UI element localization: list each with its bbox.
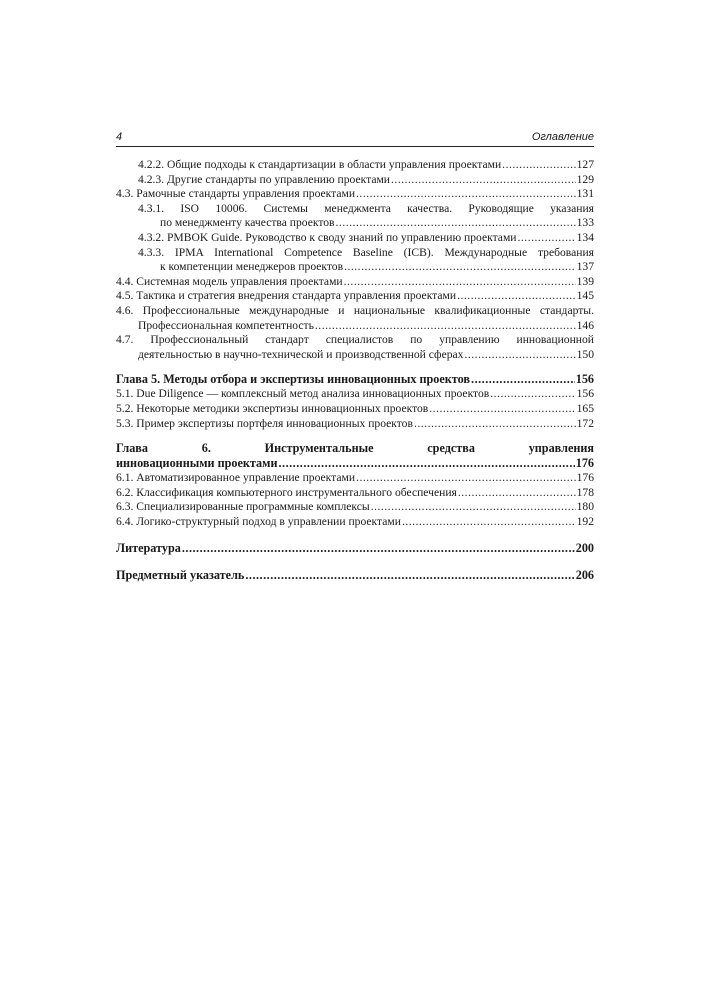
toc-entry-title: Предметный указатель xyxy=(116,568,245,583)
toc-chapter-entry[interactable] xyxy=(116,541,594,556)
toc-entry-title: 4.3.1. ISO 10006. Системы менеджмента качества. Руководящие указания xyxy=(138,201,594,215)
toc-page-number: 178 xyxy=(576,485,594,499)
toc-entry[interactable] xyxy=(116,500,594,515)
toc-entry-title: 4.3. Рамочные стандарты управления проектами xyxy=(116,187,356,201)
toc-entry-title: 5.3. Пример экспертизы портфеля инновационных проектов xyxy=(116,416,413,430)
toc-entry-title: Профессиональная компетентность xyxy=(138,318,314,332)
toc-entry-title: деятельностью в научно-технической и производственной сферах xyxy=(138,347,464,361)
toc-page-number: 133 xyxy=(576,216,594,230)
dot-leader xyxy=(391,173,576,188)
toc-chapter-entry[interactable] xyxy=(116,568,594,583)
dot-leader xyxy=(356,187,576,202)
dot-leader xyxy=(344,275,576,290)
toc-spacer xyxy=(116,529,594,541)
toc-entry-title: Литература xyxy=(116,541,181,556)
toc-spacer xyxy=(116,362,594,372)
toc-entry[interactable] xyxy=(116,304,594,333)
dot-leader xyxy=(457,289,576,304)
dot-leader xyxy=(356,471,576,486)
toc-page-number: 131 xyxy=(576,187,594,201)
toc-chapter-entry[interactable] xyxy=(116,441,594,471)
toc-page-number: 165 xyxy=(576,401,594,415)
toc-entry[interactable] xyxy=(116,471,594,486)
toc-entry[interactable] xyxy=(116,417,594,432)
toc-chapter-entry[interactable] xyxy=(116,372,594,387)
section-title: Оглавление xyxy=(531,131,594,143)
toc-entry-title: инновационными проектами xyxy=(116,456,278,471)
page-number: 4 xyxy=(116,131,123,143)
toc-entry-title: 5.1. Due Diligence — комплексный метод анализа инновационных проектов xyxy=(116,387,490,401)
toc-page-number: 176 xyxy=(575,456,594,471)
toc-entry[interactable] xyxy=(116,158,594,173)
toc-entry[interactable] xyxy=(116,333,594,362)
toc-entry-title: 6.4. Логико-структурный подход в управлении проектами xyxy=(116,514,401,528)
dot-leader xyxy=(464,348,575,363)
toc-entry-title: Глава 6. Инструментальные средства управления xyxy=(116,441,594,456)
toc-entry[interactable] xyxy=(116,173,594,188)
dot-leader xyxy=(344,260,576,275)
toc-entry[interactable] xyxy=(116,231,594,246)
toc-entry-title: 4.2.2. Общие подходы к стандартизации в области управления проектами xyxy=(138,158,502,171)
toc-entry[interactable] xyxy=(116,289,594,304)
toc-entry[interactable] xyxy=(116,486,594,501)
dot-leader xyxy=(518,231,576,246)
dot-leader xyxy=(315,319,576,334)
toc-entry[interactable] xyxy=(116,275,594,290)
toc-page-number: 145 xyxy=(576,289,594,303)
toc-entry[interactable] xyxy=(116,387,594,402)
toc-page-number: 156 xyxy=(576,387,594,401)
toc-entry[interactable] xyxy=(116,187,594,202)
toc-entry-title: 6.1. Автоматизированное управление проектами xyxy=(116,471,356,485)
toc-entry-title: 4.4. Системная модель управления проектами xyxy=(116,274,343,288)
running-header xyxy=(116,130,594,144)
toc-entry-title: 4.6. Профессиональные международные и национальные квалификационные стандарты. xyxy=(116,303,594,317)
toc-page-number: 192 xyxy=(576,514,594,528)
toc-page-number: 129 xyxy=(576,172,594,186)
header-rule xyxy=(116,146,594,147)
toc-entry-title: 4.5. Тактика и стратегия внедрения стандарта управления проектами xyxy=(116,289,457,303)
toc-entry-title: 4.2.3. Другие стандарты по управлению проектами xyxy=(138,172,391,186)
dot-leader xyxy=(429,402,575,417)
toc-page-number: 146 xyxy=(576,318,594,332)
dot-leader xyxy=(402,515,576,530)
dot-leader xyxy=(245,568,574,583)
dot-leader xyxy=(336,216,576,231)
dot-leader xyxy=(371,500,576,515)
toc-spacer xyxy=(116,556,594,568)
toc-entry-title: 6.3. Специализированные программные комплексы xyxy=(116,500,370,514)
dot-leader xyxy=(502,158,575,173)
toc-page-number: 134 xyxy=(576,230,594,244)
toc-page-number: 172 xyxy=(576,416,594,430)
toc-page-number: 180 xyxy=(576,500,594,514)
toc-entry[interactable] xyxy=(116,202,594,231)
toc-entry-title: 5.2. Некоторые методики экспертизы инновационных проектов xyxy=(116,401,429,415)
toc-entry-title: по менеджменту качества проектов xyxy=(160,216,335,230)
dot-leader xyxy=(471,372,575,387)
toc-page-number: 206 xyxy=(575,568,594,583)
toc-spacer xyxy=(116,431,594,441)
toc-entry[interactable] xyxy=(116,515,594,530)
dot-leader xyxy=(490,387,575,402)
dot-leader xyxy=(278,456,574,471)
toc-page-number: 139 xyxy=(576,274,594,288)
dot-leader xyxy=(182,541,575,556)
toc-entry-title: 4.7. Профессиональный стандарт специалистов по управлению инновационной xyxy=(116,333,594,347)
toc-entry-title: к компетенции менеджеров проектов xyxy=(160,260,344,274)
dot-leader xyxy=(458,486,576,501)
toc-entry[interactable] xyxy=(116,402,594,417)
toc-page-number: 127 xyxy=(576,158,594,171)
toc-entry[interactable] xyxy=(116,246,594,275)
toc-entry-title: 6.2. Классификация компьютерного инструментального обеспечения xyxy=(116,485,457,499)
toc-page-number: 176 xyxy=(576,471,594,485)
table-of-contents xyxy=(116,158,594,583)
toc-page-number: 156 xyxy=(575,372,594,387)
toc-page-number: 137 xyxy=(576,260,594,274)
toc-entry-title: Глава 5. Методы отбора и экспертизы инновационных проектов xyxy=(116,372,471,387)
toc-entry-title: 4.3.2. PMBOK Guide. Руководство к своду знаний по управлению проектами xyxy=(138,230,517,244)
toc-page-number: 150 xyxy=(576,347,594,361)
toc-page-number: 200 xyxy=(575,541,594,556)
dot-leader xyxy=(414,417,576,432)
toc-entry-title: 4.3.3. IPMA International Competence Baseline (ICB). Международные требования xyxy=(138,245,594,259)
